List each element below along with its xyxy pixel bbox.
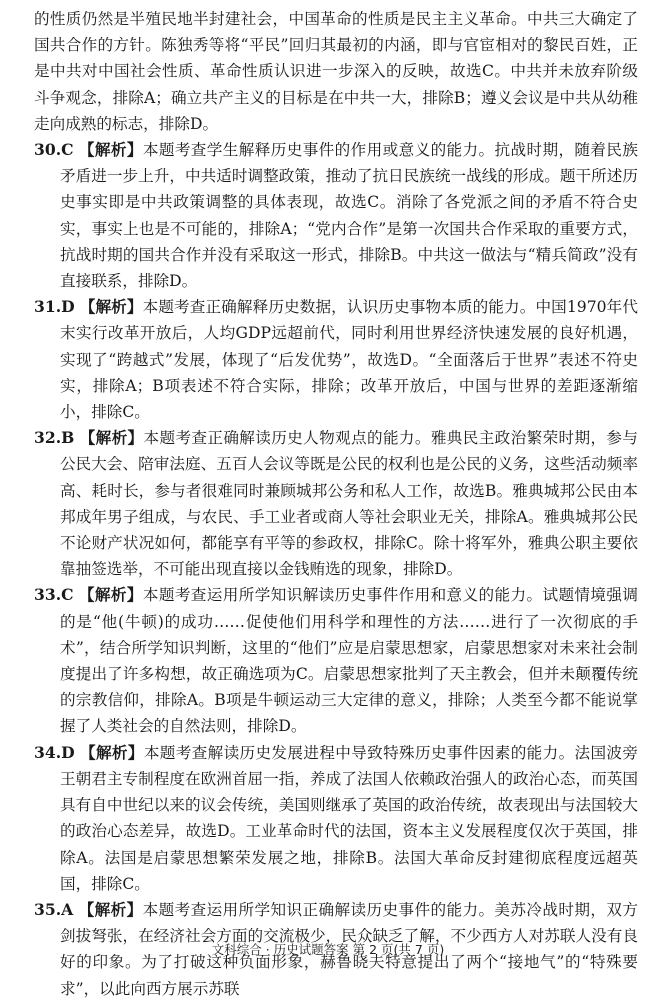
- answer-letter: C: [61, 140, 74, 160]
- analysis-tag: 【解析】: [79, 297, 143, 317]
- analysis-tag: 【解析】: [78, 585, 143, 605]
- analysis-text: 本题考查运用所学知识正确解读历史事件的能力。美苏冷战时期，双方剑拔弩张，在经济社会方面的交流极少，民众缺乏了解，不少西方人对苏联人没有良好的印象。为了打破这种负面形象，赫鲁晓夫特意提出了两个“接地气”的“特殊要求”，以此向西方展示苏联: [60, 900, 638, 998]
- analysis-text: 本题考查正确解释历史数据，认识历史事物本质的能力。中国1970年代末实行改革开放后，人均GDP远超前代，同时利用世界经济快速发展的良好机遇，实现了“跨越式”发展，体现了“后发优势”，故选D。“全面落后于世界”表述不符史实，排除A；B项表述不符合实际，排除；改革开放后，中国与世界的差距逐渐缩小，排除C。: [60, 298, 638, 422]
- question-number: 35.: [34, 899, 62, 919]
- analysis-tag: 【解析】: [80, 742, 144, 762]
- answer-item-31: [34, 294, 638, 425]
- question-number: 31.: [34, 297, 62, 317]
- question-number: 32.: [34, 428, 62, 448]
- analysis-text: 本题考查正确解读历史人物观点的能力。雅典民主政治繁荣时期，参与公民大会、陪审法庭、五百人会议等既是公民的权利也是公民的义务，这些活动频率高、耗时长，参与者很难同时兼顾城邦公务和私人工作，故选B。雅典城邦公民由本邦成年男子组成，与农民、手工业者或商人等社会职业无关，排除A。雅典城邦公民不论财产状况如何，都能享有平等的参政权，排除C。除十将军外，雅典公职主要依靠抽签选举，不可能出现直接以金钱贿选的现象，排除D。: [60, 429, 638, 579]
- answer-item-33: [34, 582, 638, 739]
- analysis-tag: 【解析】: [78, 140, 143, 160]
- answer-letter: D: [61, 297, 75, 317]
- page-footer: 文科综合 · 历史试题答案 第 2 页(共 7 页): [211, 942, 445, 957]
- question-number: 33.: [34, 585, 62, 605]
- answer-item-34: [34, 740, 638, 897]
- question-number: 30.: [34, 140, 62, 160]
- question-number: 34.: [34, 742, 62, 762]
- analysis-text: 本题考查运用所学知识解读历史事件作用和意义的能力。试题情境强调的是“他(牛顿)的成功……促使他们用科学和理性的方法……进行了一次彻底的手术”，结合所学知识判断，这里的“他们”应是启蒙思想家，启蒙思想家对未来社会制度提出了许多构想，故正确选项为C。启蒙思想家批判了天主教会，但并未颠覆传统的宗教信仰，排除A。B项是牛顿运动三大定律的意义，排除；人类至今都不能说掌握了人类社会的自然法则，排除D。: [60, 586, 638, 736]
- answer-letter: A: [61, 899, 74, 919]
- analysis-tag: 【解析】: [79, 428, 144, 448]
- answer-item-32: [34, 425, 638, 582]
- analysis-tag: 【解析】: [78, 899, 143, 919]
- continuation-paragraph: 的性质仍然是半殖民地半封建社会，中国革命的性质是民主主义革命。中共三大确定了国共合作的方针。陈独秀等将“平民”回归其最初的内涵，即与官宦相对的黎民百姓，正是中共对中国社会性质、革命性质认识进一步深入的反映，故选C。中共并未放弃阶级斗争观念，排除A；确立共产主义的目标是在中共一大，排除B；遵义会议是中共从幼稚走向成熟的标志，排除D。: [34, 10, 638, 133]
- answer-letter: B: [61, 428, 75, 448]
- answer-item-30: [34, 137, 638, 294]
- answer-letter: C: [61, 585, 74, 605]
- analysis-text: 本题考查学生解释历史事件的作用或意义的能力。抗战时期，随着民族矛盾进一步上升，中共适时调整政策，推动了抗日民族统一战线的形成。题干所述历史事实即是中共政策调整的具体表现，故选C。消除了各党派之间的矛盾不符合史实，事实上也是不可能的，排除A；“党内合作”是第一次国共合作采取的重要方式，抗战时期的国共合作并没有采取这一形式，排除B。中共这一做法与“精兵简政”没有直接联系，排除D。: [60, 141, 638, 291]
- answer-letter: D: [61, 742, 75, 762]
- answer-content: [34, 6, 638, 1002]
- analysis-text: 本题考查解读历史发展进程中导致特殊历史事件因素的能力。法国波旁王朝君主专制程度在欧洲首屈一指，养成了法国人依赖政治强人的政治心态，而英国具有自中世纪以来的议会传统，美国则继承了英国的政治传统，故表现出与法国较大的政治心态差异，故选D。工业革命时代的法国，资本主义发展程度仅次于英国，排除A。法国是启蒙思想繁荣发展之地，排除B。法国大革命反封建彻底程度远超英国，排除C。: [60, 743, 638, 893]
